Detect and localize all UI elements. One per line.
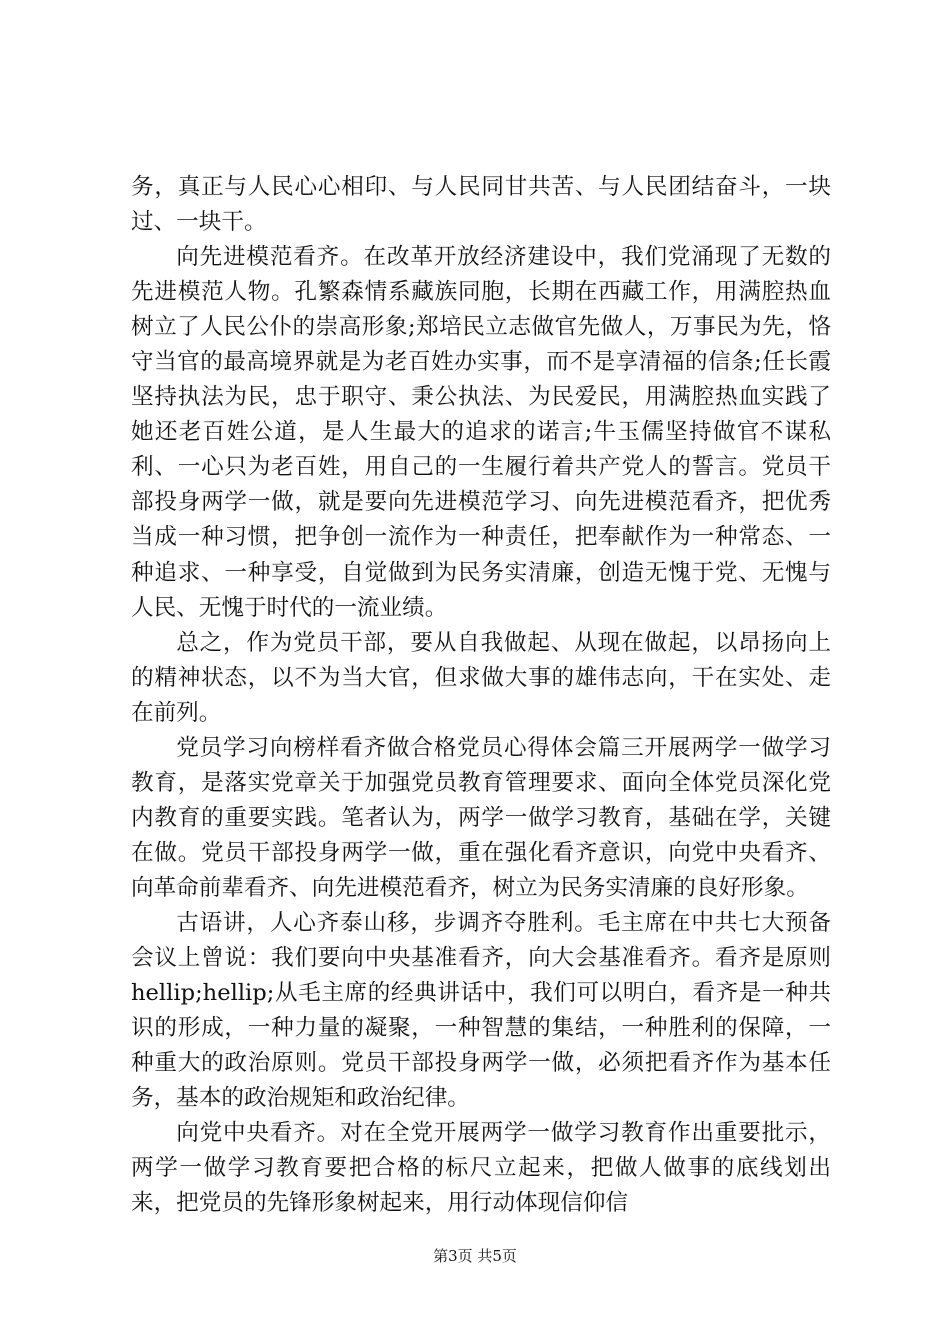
- paragraph-continuation: 务，真正与人民心心相印、与人民同甘共苦、与人民团结奋斗，一块过、一块干。: [131, 174, 831, 236]
- page-number-footer: 第3页 共5页: [433, 1247, 517, 1265]
- paragraph-ancient-saying: 古语讲，人心齐泰山移，步调齐夺胜利。毛主席在中共七大预备会议上曾说：我们要向中央基准看齐，向大会基准看齐。看齐是原则hellip;hellip;从毛主席的经典讲话中，我们可以明白，看齐是一种共识的形成，一种力量的凝聚，一种智慧的集结，一种胜利的保障，一种重大的政治原则。党员干部投身两学一做，必须把看齐作为基本任务，基本的政治规矩和政治纪律。: [131, 909, 831, 1112]
- paragraph-party-central: 向党中央看齐。对在全党开展两学一做学习教育作出重要批示，两学一做学习教育要把合格的标尺立起来，把做人做事的底线划出来，把党员的先锋形象树起来，用行动体现信仰信: [131, 1120, 831, 1217]
- paragraph-summary: 总之，作为党员干部，要从自我做起、从现在做起，以昂扬向上的精神状态，以不为当大官，但求做大事的雄伟志向，干在实处、走在前列。: [131, 629, 831, 726]
- document-body: [131, 170, 831, 1221]
- paragraph-part-three: 党员学习向榜样看齐做合格党员心得体会篇三开展两学一做学习教育，是落实党章关于加强党员教育管理要求、面向全体党员深化党内教育的重要实践。笔者认为，两学一做学习教育，基础在学，关键在做。党员干部投身两学一做，重在强化看齐意识，向党中央看齐、向革命前辈看齐、向先进模范看齐，树立为民务实清廉的良好形象。: [131, 734, 831, 901]
- paragraph-advanced-models: 向先进模范看齐。在改革开放经济建设中，我们党涌现了无数的先进模范人物。孔繁森情系藏族同胞，长期在西藏工作，用满腔热血树立了人民公仆的崇高形象;郑培民立志做官先做人，万事民为先，恪守当官的最高境界就是为老百姓办实事，而不是享清福的信条;任长霞坚持执法为民，忠于职守、秉公执法、为民爱民，用满腔热血实践了她还老百姓公道，是人生最大的追求的诺言;牛玉儒坚持做官不谋私利、一心只为老百姓，用自己的一生履行着共产党人的誓言。党员干部投身两学一做，就是要向先进模范学习、向先进模范看齐，把优秀当成一种习惯，把争创一流作为一种责任，把奉献作为一种常态、一种追求、一种享受，自觉做到为民务实清廉，创造无愧于党、无愧与人民、无愧于时代的一流业绩。: [131, 244, 831, 621]
